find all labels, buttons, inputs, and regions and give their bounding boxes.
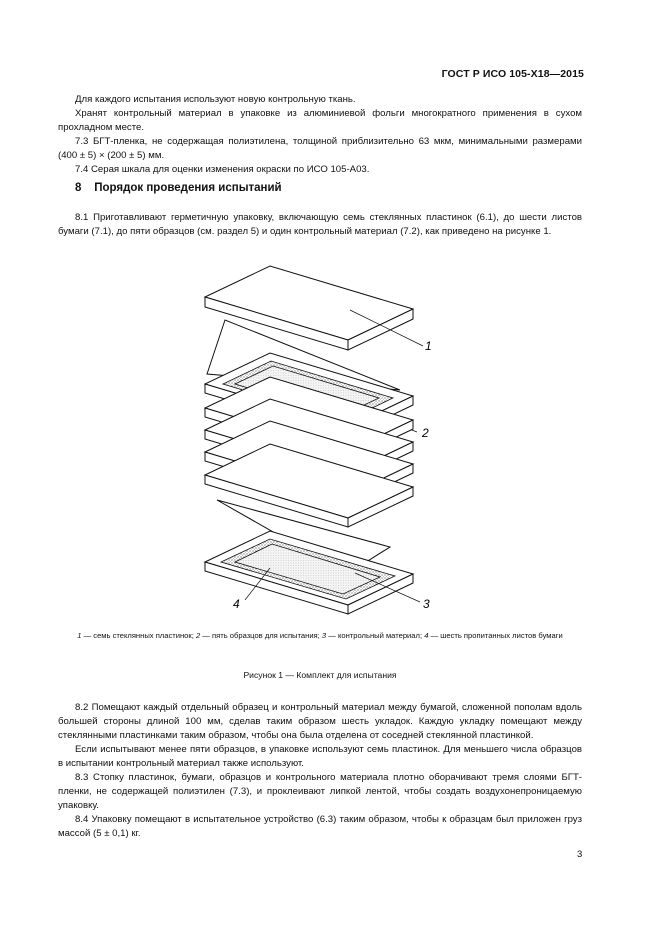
bottom-text-block <box>58 701 582 841</box>
legend-text: — шесть пропитанных листов бумаги <box>428 631 563 640</box>
paragraph: 8.3 Стопку пластинок, бумаги, образцов и контрольного материала плотно оборачивают тремя слоями БГТ-пленки, не содержащей полиэтилен (7.3), и проклеивают липкой лентой, чтобы создать воздухонепроницаемую упаковку. <box>58 772 582 811</box>
legend-text: — семь стеклянных пластинок; <box>81 631 194 640</box>
top-text-block <box>58 93 582 177</box>
paragraph: 8.4 Упаковку помещают в испытательное устройство (6.3) таким образом, чтобы к образцам был приложен груз массой (5 ± 0,1) кг. <box>58 814 582 839</box>
page-number: 3 <box>577 849 583 860</box>
paragraph: 8.1 Приготавливают герметичную упаковку, включающую семь стеклянных пластинок (6.1), до шести листов бумаги (7.1), до пяти образцов (см. раздел 5) и один контрольный материал (7.2), как приведено на рисунке 1. <box>58 212 582 237</box>
paragraph: Если испытывают менее пяти образцов, в упаковке используют семь пластинок. Для меньшего числа образцов в испытании контрольный материал также используют. <box>58 744 582 769</box>
section-title: Порядок проведения испытаний <box>94 182 282 194</box>
paragraph: 7.4 Серая шкала для оценки изменения окраски по ИСО 105-А03. <box>75 164 370 175</box>
test-kit-diagram <box>195 262 445 622</box>
legend-number: 1 <box>77 631 82 640</box>
legend-number: 3 <box>321 631 327 640</box>
callout-4: 4 <box>233 597 240 611</box>
callout-1: 1 <box>425 339 432 353</box>
legend-text: — пять образцов для испытания; <box>200 631 320 640</box>
figure-caption: Рисунок 1 — Комплект для испытания <box>243 670 397 680</box>
section-number: 8 <box>75 182 82 194</box>
legend-number: 2 <box>195 631 201 640</box>
callout-2: 2 <box>422 426 429 440</box>
paragraph: 7.3 БГТ-пленка, не содержащая полиэтилена, толщиной приблизительно 63 мкм, минимальными размерами (400 ± 5) × (200 ± 5) мм. <box>58 136 582 161</box>
callout-3: 3 <box>423 597 430 611</box>
section-heading <box>58 181 282 195</box>
figure-1 <box>195 262 445 622</box>
standard-code: ГОСТ Р ИСО 105-X18—2015 <box>441 68 584 80</box>
legend-text: — контрольный материал; <box>326 631 423 640</box>
figure-legend <box>58 630 582 641</box>
section-text-block <box>58 211 582 239</box>
paragraph: 8.2 Помещают каждый отдельный образец и контрольный материал между бумагой, сложенной пополам вдоль большей стороны длиной 100 мм, сделав таким образом шесть укладок. Каждую укладку помещают между стеклянными пластинками таким образом, чтобы она была отделена от соседней стеклянной пластинкой. <box>58 702 582 741</box>
paragraph: Для каждого испытания используют новую контрольную ткань. <box>75 94 356 105</box>
legend-number: 4 <box>424 631 429 640</box>
paragraph: Хранят контрольный материал в упаковке из алюминиевой фольги многократного применения в сухом прохладном месте. <box>58 108 582 133</box>
